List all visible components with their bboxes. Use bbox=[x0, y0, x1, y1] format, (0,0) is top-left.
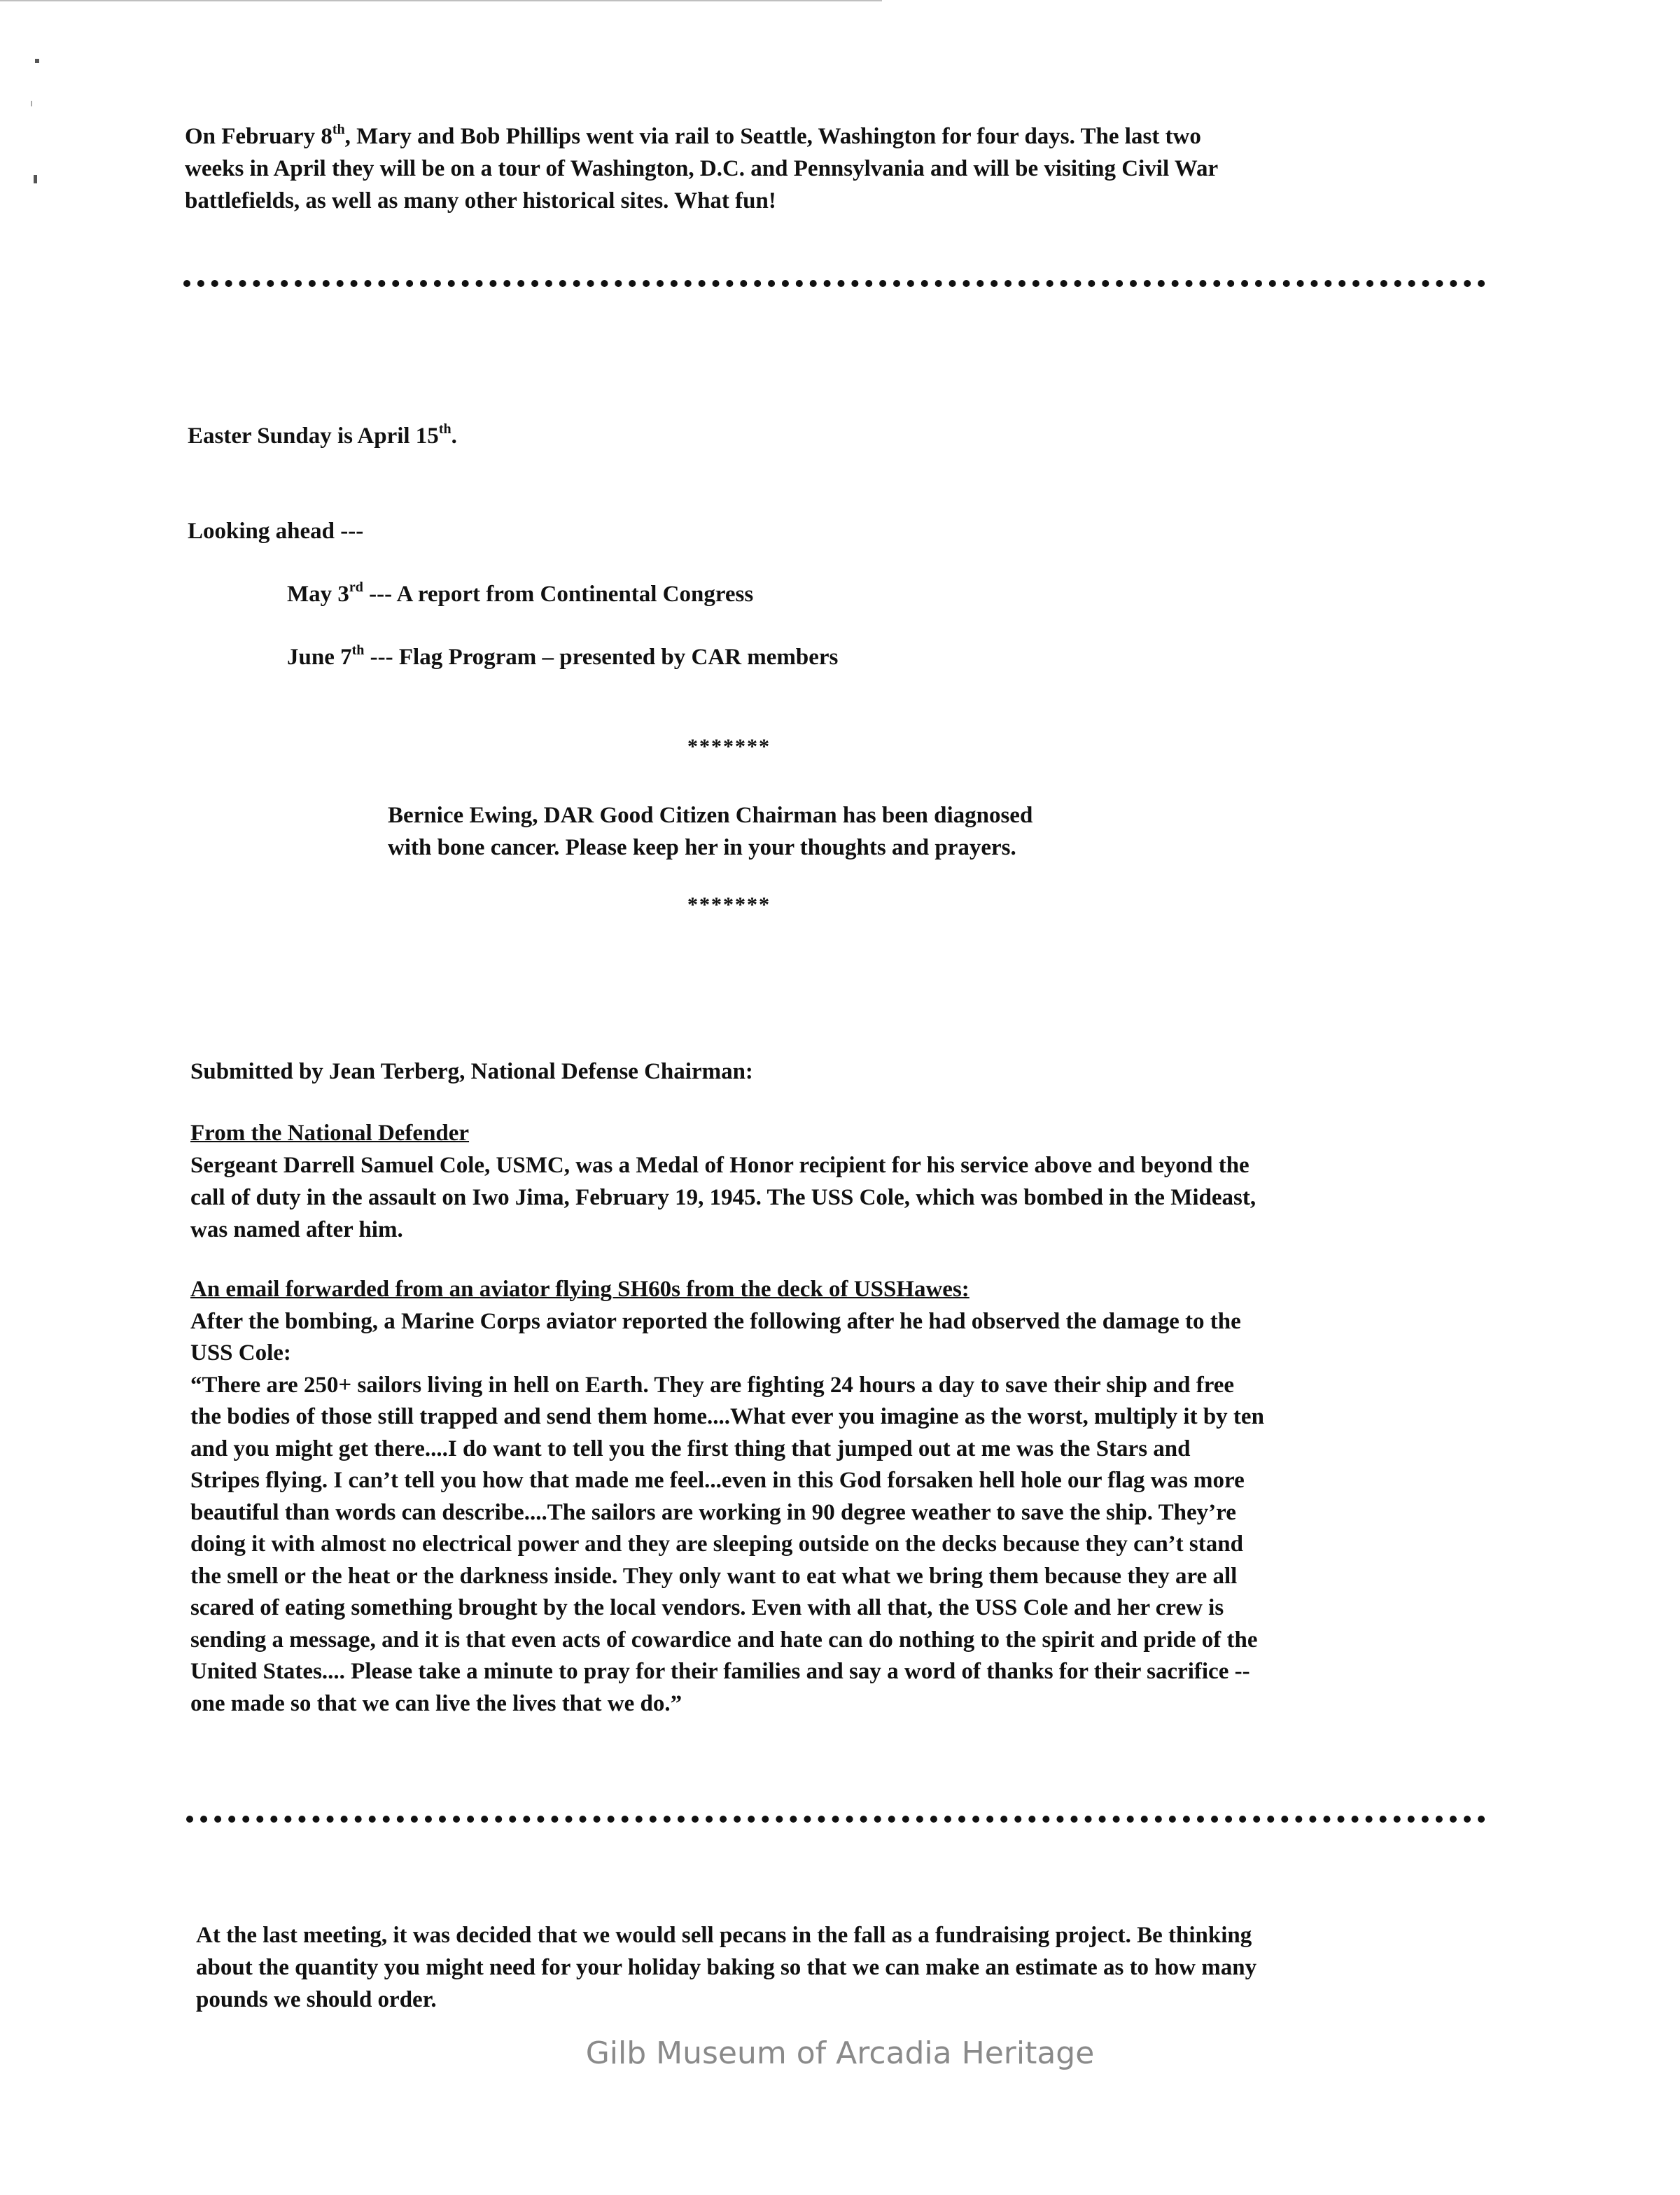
section-heading: An email forwarded from an aviator flying SH60s from the deck of USSHawes: bbox=[190, 1277, 969, 1302]
stars-separator: ******* bbox=[687, 893, 771, 916]
body-line: scared of eating something brought by the local vendors. Even with all that, the USS Cole and her crew is bbox=[190, 1595, 1224, 1620]
section-heading: From the National Defender bbox=[190, 1121, 470, 1146]
scan-mark bbox=[34, 175, 37, 183]
body-line: sending a message, and it is that even acts of cowardice and hate can do nothing to the spirit and pride of the bbox=[190, 1627, 1258, 1653]
body-line: call of duty in the assault on Iwo Jima, February 19, 1945. The USS Cole, which was bombed in the Mideast, bbox=[190, 1185, 1256, 1210]
dotted-separator bbox=[186, 1816, 1485, 1823]
body-line: was named after him. bbox=[190, 1217, 403, 1242]
national-defender-section bbox=[190, 1117, 1256, 1246]
stars-separator: ******* bbox=[687, 735, 771, 758]
body-line: pounds we should order. bbox=[196, 1987, 437, 2012]
body-line: one made so that we can live the lives that we do.” bbox=[190, 1690, 682, 1716]
bernice-line-2: with bone cancer. Please keep her in your thoughts and prayers. bbox=[388, 835, 1016, 860]
body-line: and you might get there....I do want to tell you the first thing that jumped out at me was the Stars and bbox=[190, 1436, 1191, 1461]
scan-top-edge bbox=[0, 0, 882, 1]
phillips-line-1: On February 8th, Mary and Bob Phillips went via rail to Seattle, Washington for four days. The last two bbox=[185, 122, 1201, 149]
looking-ahead-heading: Looking ahead --- bbox=[188, 519, 364, 544]
museum-watermark: Gilb Museum of Arcadia Heritage bbox=[585, 2035, 1095, 2071]
bernice-note bbox=[388, 799, 1032, 864]
dotted-separator bbox=[183, 280, 1485, 287]
body-line: the smell or the heat or the darkness inside. They only want to eat what we bring them because they are all bbox=[190, 1563, 1238, 1589]
looking-ahead-item: June 7th --- Flag Program – presented by CAR members bbox=[287, 643, 839, 670]
body-line: Sergeant Darrell Samuel Cole, USMC, was a Medal of Honor recipient for his service above and beyond the bbox=[190, 1153, 1250, 1178]
easter-note: Easter Sunday is April 15th. bbox=[188, 421, 457, 449]
phillips-line-2: weeks in April they will be on a tour of Washington, D.C. and Pennsylvania and will be visiting Civil War bbox=[185, 156, 1219, 181]
phillips-line-3: battlefields, as well as many other historical sites. What fun! bbox=[185, 188, 776, 213]
body-line: United States.... Please take a minute to pray for their families and say a word of thanks for their sacrifice -- bbox=[190, 1659, 1250, 1684]
bernice-line-1: Bernice Ewing, DAR Good Citizen Chairman has been diagnosed bbox=[388, 803, 1033, 828]
body-line: doing it with almost no electrical power and they are sleeping outside on the decks because they can’t stand bbox=[190, 1531, 1243, 1557]
scan-mark bbox=[35, 59, 39, 63]
body-line: the bodies of those still trapped and send them home....What ever you imagine as the worst, multiply it by ten bbox=[190, 1404, 1264, 1429]
body-line: beautiful than words can describe....The sailors are working in 90 degree weather to save the ship. They’re bbox=[190, 1499, 1236, 1525]
phillips-paragraph bbox=[185, 120, 1218, 217]
body-line: USS Cole: bbox=[190, 1340, 291, 1366]
pecans-paragraph bbox=[196, 1919, 1256, 2016]
body-line: After the bombing, a Marine Corps aviator reported the following after he had observed the damage to the bbox=[190, 1308, 1241, 1334]
scan-mark bbox=[31, 101, 32, 106]
body-line: “There are 250+ sailors living in hell on Earth. They are fighting 24 hours a day to save their ship and free bbox=[190, 1372, 1235, 1398]
body-line: Stripes flying. I can’t tell you how that made me feel...even in this God forsaken hell hole our flag was more bbox=[190, 1468, 1245, 1493]
submitted-by: Submitted by Jean Terberg, National Defense Chairman: bbox=[190, 1059, 753, 1084]
body-line: about the quantity you might need for your holiday baking so that we can make an estimate as to how many bbox=[196, 1955, 1257, 1980]
aviator-email-section bbox=[190, 1274, 1264, 1720]
body-line: At the last meeting, it was decided that we would sell pecans in the fall as a fundraising project. Be thinking bbox=[196, 1923, 1252, 1948]
looking-ahead-item: May 3rd --- A report from Continental Congress bbox=[287, 580, 754, 607]
